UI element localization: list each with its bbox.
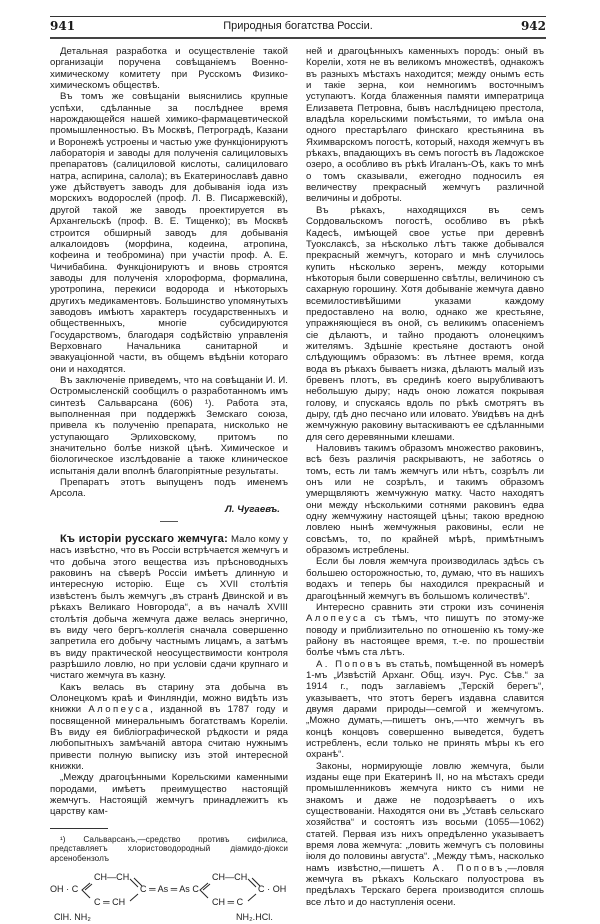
author-name-spaced: Алопеуса — [88, 704, 151, 716]
footnote-rule — [50, 828, 108, 829]
paragraph: Въ заключеніе приведемъ, что на совѣщаніи И. И. Остромысленскій сообщилъ о разработанномъ имъ синтезѣ Сальварсана (606) ¹). Работа эта, выполненная при поддержкѣ Земскаго союза, привела къ полученію препарата, нисколько не уступающаго Эрлиховскому, притомъ по значительно болѣе низкой цѣнѣ. Химическое и біологическое изслѣдованіе а также клиническое испытанія дали вполнѣ благопріятные результаты. — [50, 374, 288, 477]
author-signature: Л. Чугаевъ. — [225, 503, 280, 515]
paragraph — [50, 682, 288, 773]
paragraph: ней и драгоцѣнныхъ каменныхъ породъ: оный въ Кореліи, хотя не въ великомъ множествѣ, однакожъ въ разныхъ мѣстахъ находится; между онымъ есть и такіе зерна, кои немногимъ восточнымъ уступаютъ. Когда блаженныя памяти императрица Елизавета Петровна, бывъ наслѣдницею престола, владѣла корельскими помѣстьями, то имѣла она одного престарѣлаго финскаго крестьянина въ Яхимварскомъ погостѣ, который, находя жемчугъ въ рѣкахъ, впадающихъ въ семъ погостѣ въ Ладожское озеро, а особливо въ рѣкѣ Игаланъ-Оѣ, какъ то мнѣ о томъ сказывали, ежегодно подносилъ ея величеству прекрасный жемчугъ различной величины и доброты. — [306, 46, 544, 205]
page-number-right: 942 — [520, 19, 546, 33]
text: , изданной въ 1787 году и посвященной минеральнымъ богатствамъ Кореліи. Въ виду ея библіографической рѣдкости и ряда любопытныхъ замѣчаній автора считаю нужнымъ привести полную выписку изъ этой интересной книжки. — [50, 704, 289, 772]
quote-paragraph: „Между драгоцѣнными Корельскими каменными породами, имѣетъ преимущество настоящій жемчугъ. Настоящій жемчугъ принадлежитъ къ царству кам- — [50, 772, 288, 818]
formula-ring1-top: CH—CH — [94, 872, 130, 883]
text: Какъ велась въ старину эта добыча въ Олонецкомъ краѣ и Финляндіи, можно видѣть изъ книжки — [50, 681, 288, 716]
text: въ статьѣ, помѣщенной въ номерѣ 1-мъ „Извѣстій Арханг. Общ. изуч. Рус. Сѣв.“ за 1914 г., подъ заглавіемъ „Терскій берегъ“, указываетъ, что этотъ берегъ издавна славится двумя дарами природы—семгой и жемчугомъ. „Можно думать,—пишетъ онъ,—что жемчугъ въ концѣ концовъ совершенно выведется, будетъ истребленъ, если только не принять мѣры къ его охранѣ“. — [306, 658, 544, 761]
formula-ring2-bottom: CH ═ C — [212, 897, 244, 908]
author-name-spaced: А. Поповъ — [316, 658, 384, 670]
right-column — [306, 46, 544, 908]
formula-ring2-top: CH—CH — [212, 872, 248, 883]
paragraph — [306, 659, 544, 761]
paragraph: Детальная разработка и осуществленіе такой организаціи поручена совѣщаніемъ Военно-химическому комитету при Русскомъ Физико-химическомъ обществѣ. — [50, 46, 288, 92]
section-paragraph — [50, 534, 288, 681]
paragraph — [306, 602, 544, 659]
paragraph — [306, 761, 544, 908]
formula-ring1-bottom: C ═ CH — [94, 897, 126, 908]
footnote: ¹) Сальварсанъ,—средство противъ сифилиса, представляетъ хлористоводородный діамидо-діокси арсенобензолъ — [50, 834, 288, 863]
page-number-left: 941 — [50, 19, 76, 33]
page-header — [50, 16, 546, 39]
section-divider — [160, 521, 178, 522]
left-column — [50, 46, 288, 923]
formula-oh-right: C · OH — [258, 884, 287, 895]
paragraph: Если бы ловля жемчуга производилась здѣсь съ большею осторожностью, то, думаю, что въ нашихъ водахъ и теперь бы находился прекрасный и драгоцѣнный жемчугъ въ большомъ количествѣ“. — [306, 556, 544, 602]
paragraph: Въ томъ же совѣщаніи выяснились крупные успѣхи, сдѣланные за послѣднее время нарождающейся нашей химико-фармацевтической промышленностью. Въ Москвѣ, Петроградѣ, Казани и Воронежѣ устроены и частью уже функціонируютъ лабораторія и заводы для полученія салициловыхъ препаратовъ (салициловой кислоты, салициловаго натра, аспирина, салола); въ Екатеринославѣ давно уже дѣйствуетъ заводъ для добыванія іода изъ морскихъ водорослей (проф. Л. В. Писаржевскій), другой такой же заводъ проектируется въ Архангельскѣ (проф. В. Е. Тищенко); въ Москвѣ строится обширный заводъ для добыванія алкалоидовъ (морфина, кодеина, атропина, кофеина и теобромина) при участіи проф. А. Е. Чичибабина. Функціонируютъ и вновь строятся заводы для полученія хлороформа, формалина, уротропина, перекиси водорода и нѣкоторыхъ другихъ медикаментовъ. Большинство упомянутыхъ заводовъ имѣютъ характеръ государственныхъ и общественныхъ, многіе субсидируются Государствомъ, благодаря содѣйствію управленія Верховнаго Начальника санитарной и эвакуаціонной части, въ общемъ вѣдѣніи котораго они и находятся. — [50, 91, 288, 375]
text: ,—ловля жемчуга въ рѣкахъ Кольскаго полуострова въ предѣлахъ Терскаго берега производится сплошь все лѣто и до наступленія осени. — [306, 862, 544, 908]
formula-below-left: ClH. NH₂ — [54, 912, 91, 923]
chemical-formula — [50, 871, 288, 923]
formula-middle: C ═ As ═ As C — [140, 884, 199, 895]
author-name-spaced: Алопеуса — [306, 613, 368, 625]
author-name-spaced: А. Поповъ — [432, 862, 505, 874]
text: Интересно сравнить эти строки изъ сочиненія — [316, 601, 544, 613]
document-page — [50, 0, 546, 923]
formula-below-right: NH₂.HCl. — [236, 912, 273, 923]
text: Законы, нормирующіе ловлю жемчуга, были изданы еще при Екатеринѣ II, но на мѣстахъ среди промышленниковъ жемчуга никто съ ними не знакомъ и даже не подозрѣваетъ о ихъ существованіи. Находятся они въ „Уставѣ сельскаго хозяйства“ и состоятъ изъ восьми (1055—1062) статей. Первая изъ нихъ опредѣленно указываетъ время лова жемчуга: „ловить жемчугъ съ половины іюля до половины августа“. „Между тѣмъ, насколько намъ извѣстно,—пишетъ — [306, 760, 544, 874]
paragraph: Наловивъ такимъ образомъ множество раковинъ, всѣ безъ различія раскрываютъ, не заботясь о томъ, есть ли тамъ жемчугъ или нѣтъ, созрѣлъ ли онъ или не созрѣлъ, и такимъ образомъ умерщвляютъ жемчужную матку. Часто находятъ они между нѣсколькими сотнями раковинъ едва одну жемчужину настоящей цѣны; такою вредною ловлею нынѣ жемчужныя раковины, если не совсѣмъ, то, по крайней мѣрѣ, примѣтнымъ образомъ истреблены. — [306, 443, 544, 557]
text: съ тѣмъ, что пишутъ по этому-же поводу и приблизительно по отношенію къ тому-же району въ настоящее время, т.-е. по прошествіи болѣе чѣмъ ста лѣтъ. — [306, 613, 544, 659]
paragraph: Препаратъ этотъ выпущенъ подъ именемъ Арсола. — [50, 477, 288, 500]
section-title: Къ исторіи русскаго жемчуга: — [60, 533, 228, 546]
section-text: Мало кому у насъ извѣстно, что въ Россіи встрѣчается жемчугъ и что добыча этого вещества изъ прѣсноводныхъ раковинъ на сѣверѣ Россіи имѣетъ длинную и интересную исторію. Еще съ XVII столѣтія извѣстенъ былъ жемчугъ „въ странѣ Двинской и въ рѣкахъ Великаго Новгорода“, а въ началѣ XVIII столѣтія добыча жемчуга даже велась энергично, въ виду чего бергъ-коллегія сначала совершенно запретила его добычу частнымъ лицамъ, а затѣмъ въ виду практической неосуществимости контроля разрѣшило ловлю, но при условіи сдачи крупнаго и чистаго жемчуга въ казну. — [50, 534, 289, 682]
formula-oh-left: OH · C — [50, 884, 79, 895]
running-title: Природныя богатства Россіи. — [223, 20, 373, 32]
paragraph: Въ рѣкахъ, находящихся въ семъ Сордовальскомъ погостѣ, особливо въ рѣкѣ Кадесѣ, имѣющей свое устье при деревнѣ Туокслаксѣ, за нѣсколько лѣтъ также добывался прекрасный жемчугъ, котораго и мнѣ случилось купить нѣсколько зеренъ, между которыми нѣкоторыя были совершенно свѣтлы, величиною съ сахарную горошину. Хотя добываніе жемчуга давно всемилостивѣйшими указами каждому предоставлено на волю, однако же крестьяне, упражняющіеся въ оной, съ великимъ опасеніемъ сіе дѣлаютъ, и тайно продаютъ олонецкимъ жителямъ. Здѣшніе крестьяне достаютъ оной слѣдующимъ образомъ: въ лѣтнее время, когда вода въ рѣкахъ бываетъ низка, дѣлаютъ малый изъ бревенъ плотъ, въ срединѣ коего вырубливаютъ небольшую дыру; надъ оною ложатся покрывая голову, и спускаясь вдоль по рѣкѣ смотрятъ въ дыру, гдѣ дно песчано или иловато. Увидѣвъ на днѣ жемчужную раковину вытаскиваютъ ее сдѣланными для сего деревянными клешами. — [306, 204, 544, 443]
